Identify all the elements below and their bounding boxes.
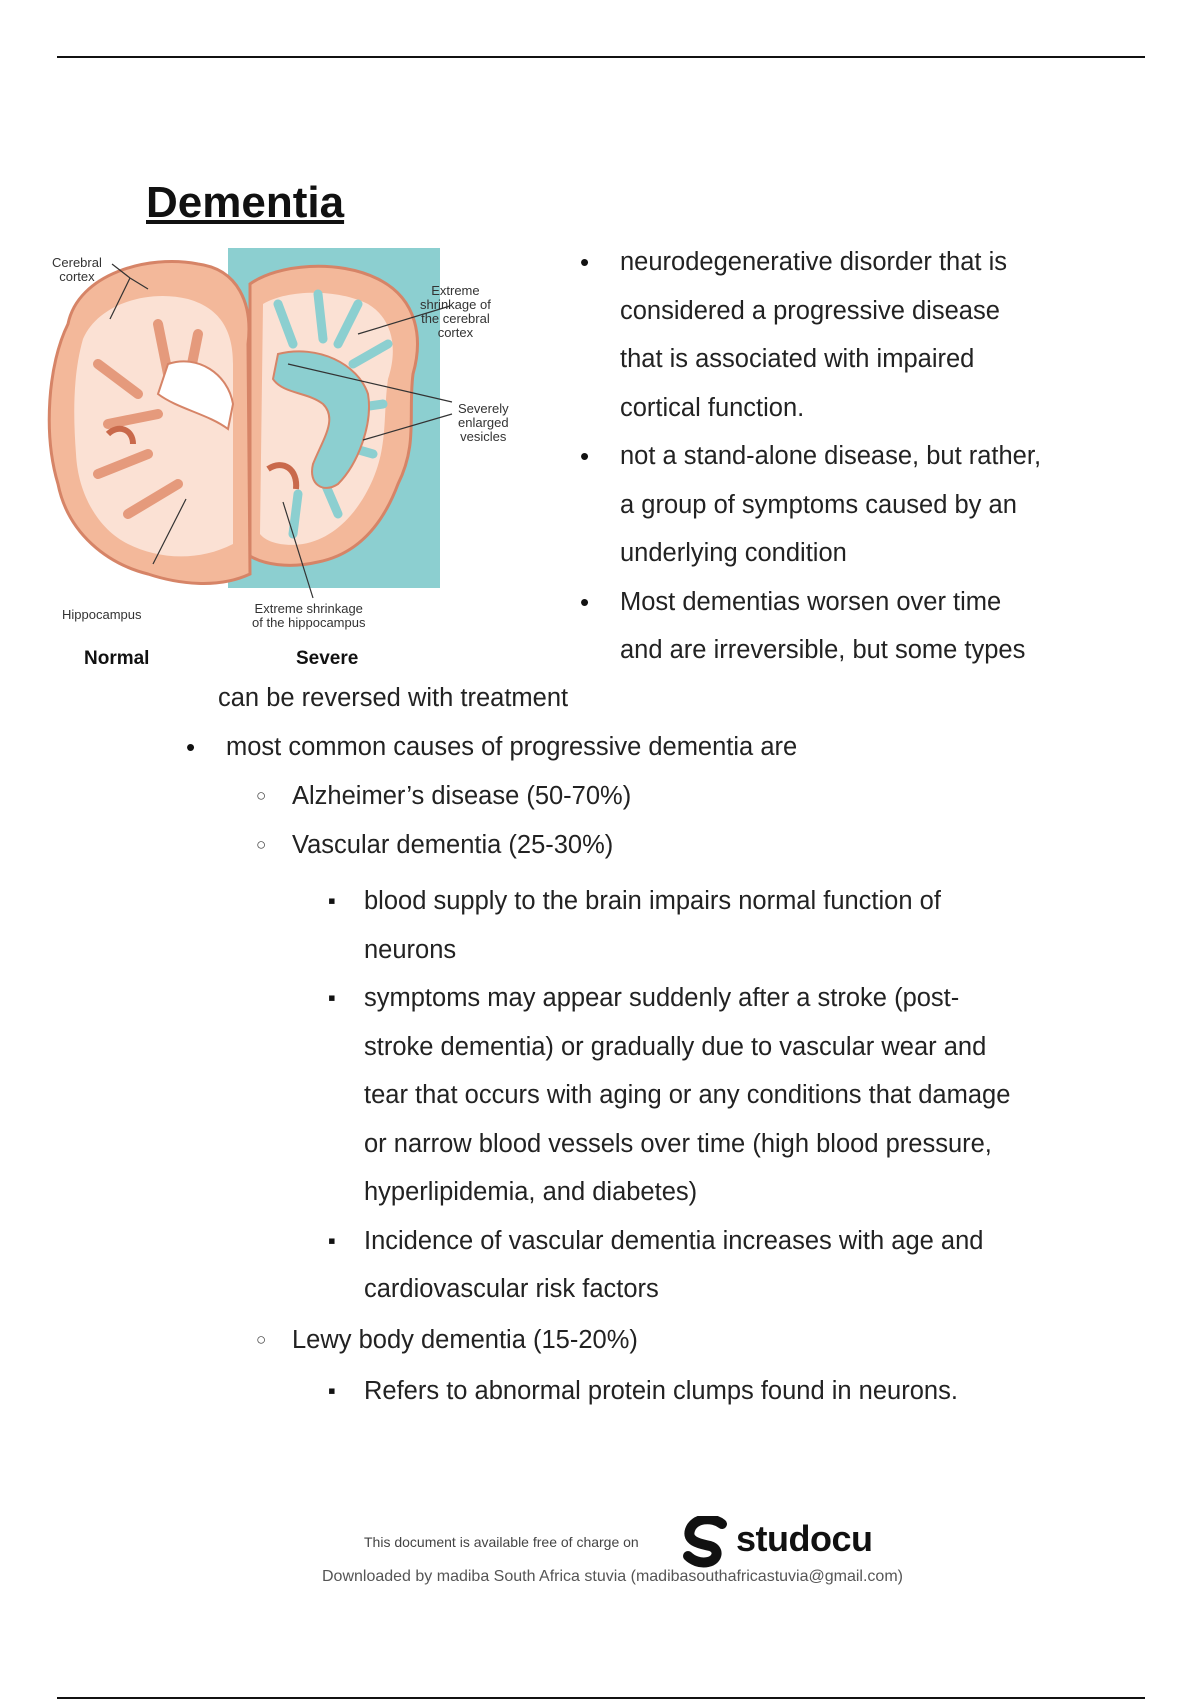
- bullet-worsen-over-time: • Most dementias worsen over time and are irreversible, but some types: [620, 578, 1160, 675]
- vascular-points: [364, 877, 1164, 1314]
- vascular-point-blood-supply: ▪ blood supply to the brain impairs normal function of neurons: [364, 877, 1164, 974]
- cause-alzheimers: ○ Alzheimer’s disease (50-70%): [292, 772, 1112, 821]
- studocu-logo-icon[interactable]: [682, 1516, 730, 1570]
- lewy-points: [364, 1367, 1164, 1416]
- brain-comparison-figure: [38, 244, 558, 684]
- causes-list: [226, 723, 1126, 772]
- bullet-common-causes: • most common causes of progressive dementia are: [226, 723, 1126, 772]
- continuation-text: can be reversed with treatment: [218, 684, 569, 712]
- label-cerebral-cortex: Cerebral cortex: [52, 255, 102, 284]
- bullet-neurodegenerative: • neurodegenerative disorder that is considered a progressive disease that is associated with impaired cortical function.: [620, 238, 1160, 432]
- footer-available-text: This document is available free of charge on: [364, 1534, 639, 1550]
- label-hippocampus: Hippocampus: [62, 607, 142, 622]
- cause-vascular: ○ Vascular dementia (25-30%): [292, 821, 1112, 870]
- label-enlarged-vesicles: Severely enlarged vesicles: [458, 401, 509, 444]
- caption-severe: Severe: [296, 648, 359, 669]
- footer-downloaded-text: Downloaded by madiba South Africa stuvia (madibasouthafricastuvia@gmail.com): [322, 1568, 903, 1585]
- normal-white-matter: [74, 296, 233, 556]
- lewy-list: [292, 1316, 1112, 1365]
- vascular-point-symptoms: ▪ symptoms may appear suddenly after a stroke (post- stroke dementia) or gradually due to vascular wear and tear that occurs with aging or any conditions that damage or narrow blood vessels over time (high blood pressure, hyperlipidemia, and diabetes): [364, 974, 1164, 1217]
- bottom-rule: [57, 1697, 1145, 1699]
- lewy-point-protein-clumps: ▪ Refers to abnormal protein clumps found in neurons.: [364, 1367, 1164, 1416]
- caption-normal: Normal: [84, 648, 150, 669]
- vascular-point-incidence: ▪ Incidence of vascular dementia increases with age and cardiovascular risk factors: [364, 1217, 1164, 1314]
- causes-sublist: [292, 772, 1112, 869]
- label-extreme-cortex: Extreme shrinkage of the cerebral cortex: [420, 283, 491, 340]
- cause-lewy-body: ○ Lewy body dementia (15-20%): [292, 1316, 1112, 1365]
- overview-bullets: [620, 238, 1160, 675]
- studocu-brand-link[interactable]: studocu: [736, 1518, 873, 1559]
- bullet-not-standalone: • not a stand-alone disease, but rather, a group of symptoms caused by an underlying condition: [620, 432, 1160, 578]
- top-rule: [57, 56, 1145, 58]
- label-extreme-hippocampus: Extreme shrinkage of the hippocampus: [252, 601, 366, 630]
- page-title: Dementia: [146, 178, 345, 227]
